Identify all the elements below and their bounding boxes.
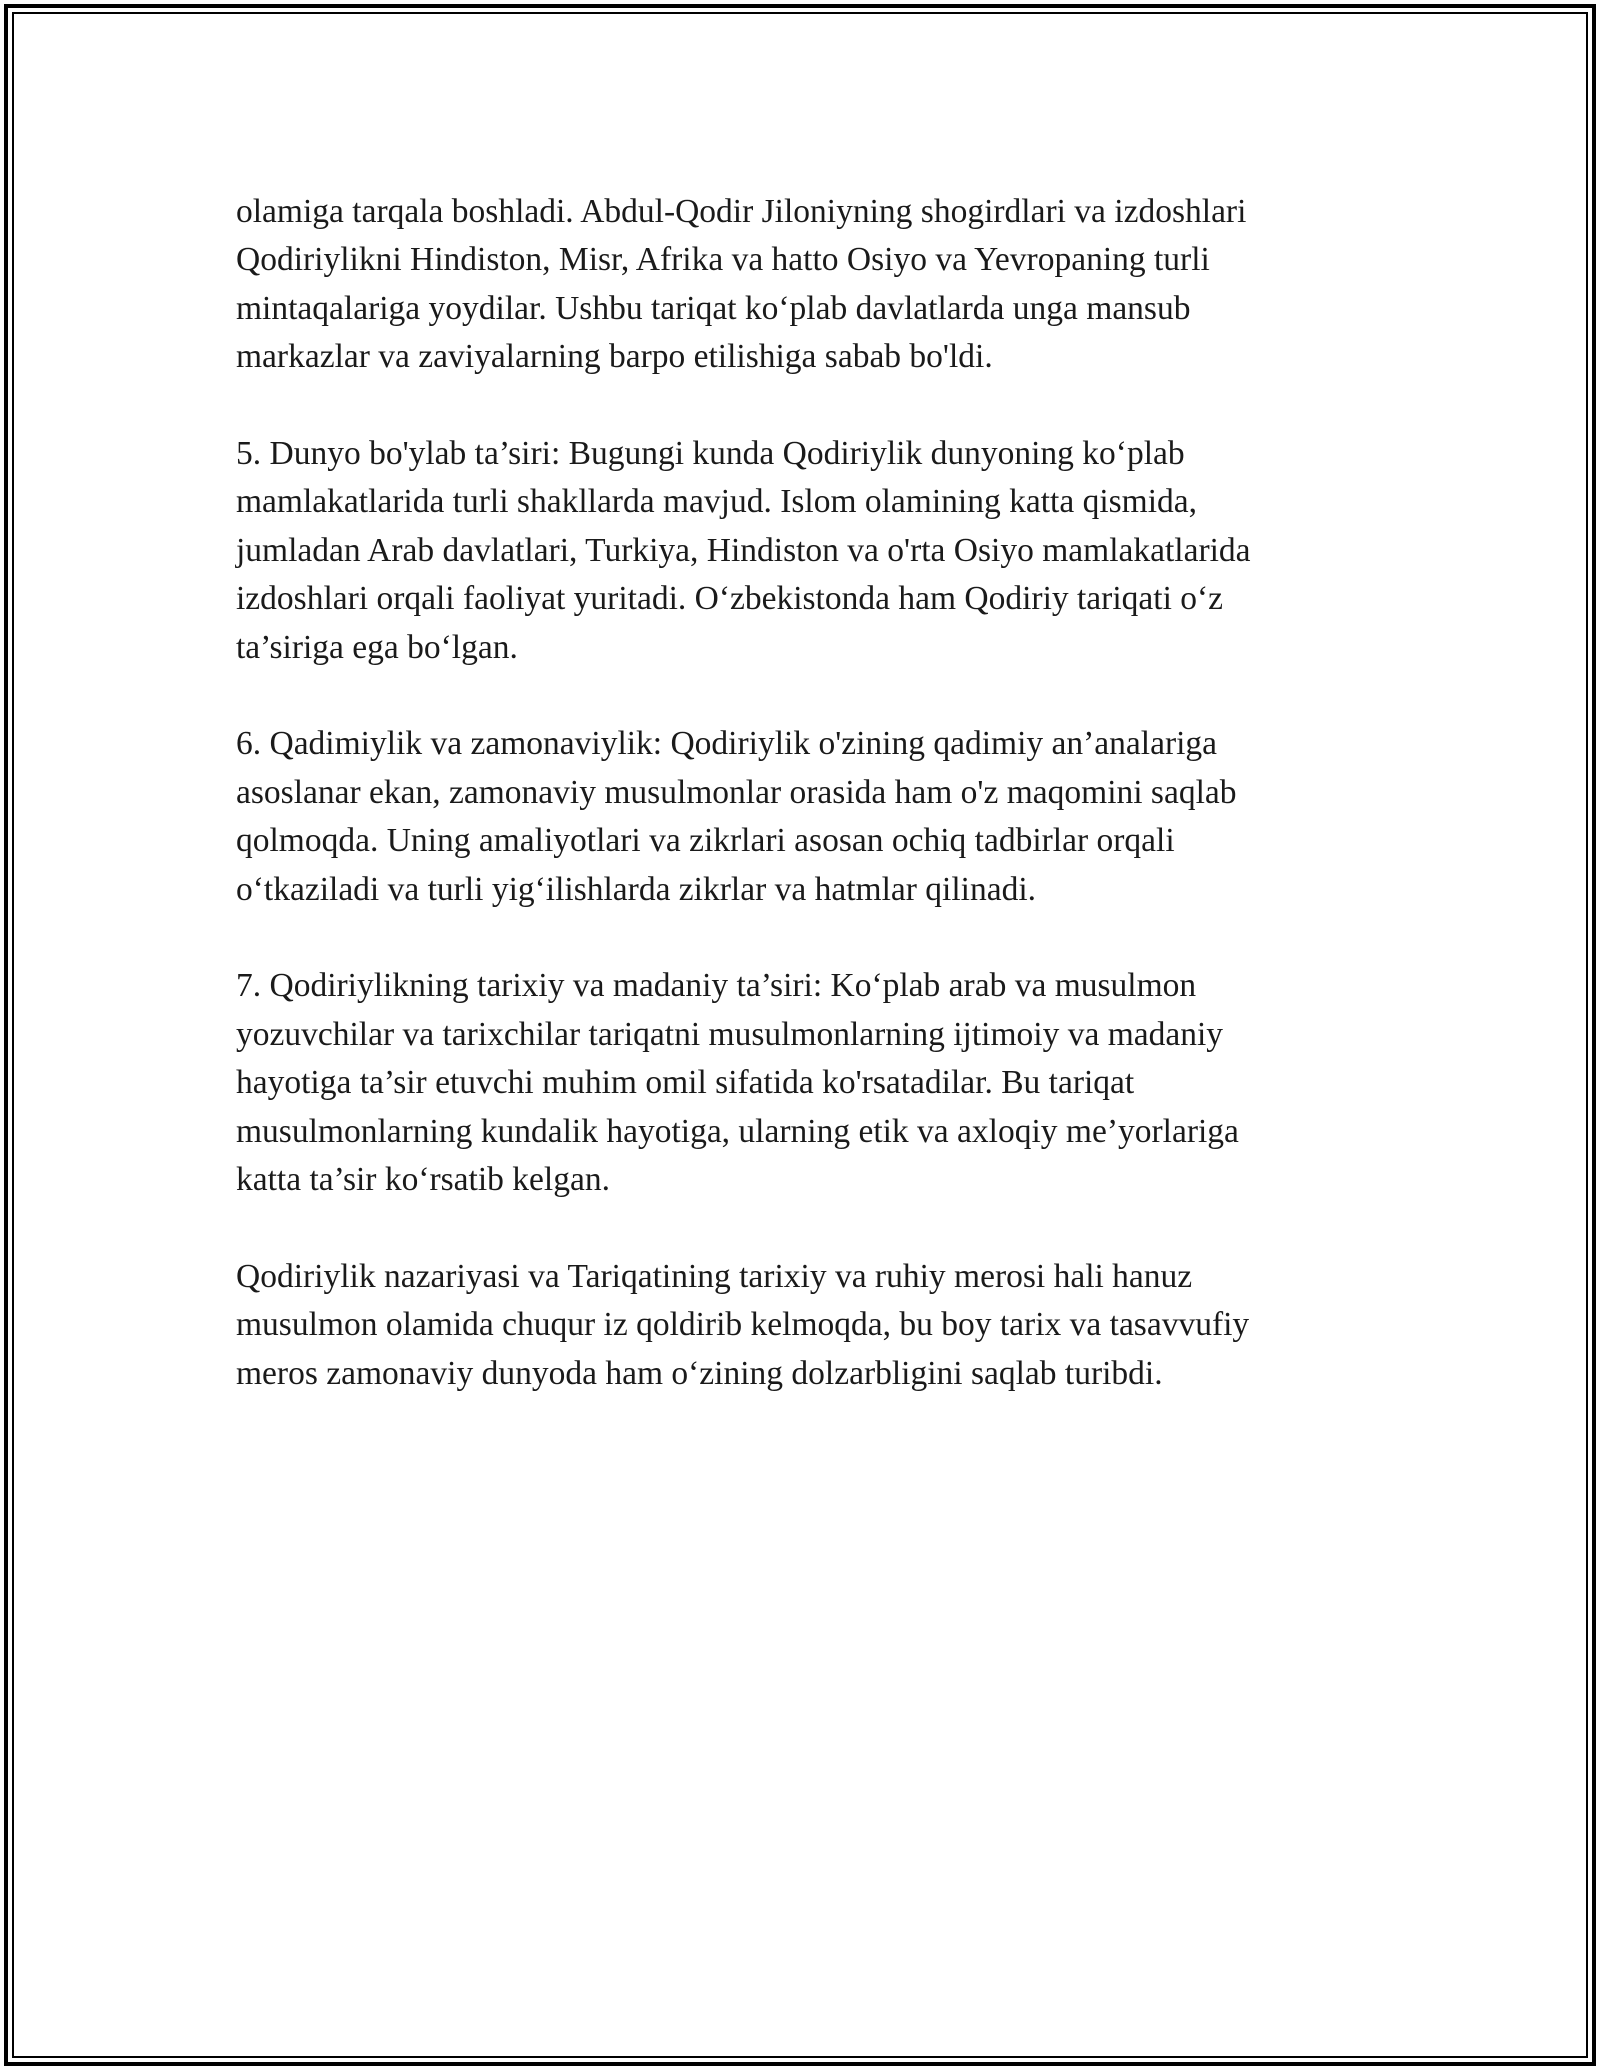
text-line: mintaqalariga yoydilar. Ushbu tariqat koʻplab davlatlarda unga mansub: [236, 289, 1191, 327]
text-line: ta’siriga ega boʻlgan.: [236, 628, 518, 666]
text-line: oʻtkaziladi va turli yigʻilishlarda zikrlar va hatmlar qilinadi.: [236, 870, 1037, 908]
text-line: Qodiriylikni Hindiston, Misr, Afrika va hatto Osiyo va Yevropaning turli: [236, 241, 1210, 279]
text-line: markazlar va zaviyalarning barpo etilishiga sabab bo'ldi.: [236, 338, 993, 376]
paragraph-item-6: [236, 720, 1376, 914]
text-line: jumladan Arab davlatlari, Turkiya, Hindiston va o'rta Osiyo mamlakatlarida: [236, 531, 1251, 569]
paragraph-item-5: [236, 430, 1376, 672]
text-line: katta ta’sir koʻrsatib kelgan.: [236, 1161, 610, 1199]
paragraph-conclusion: [236, 1253, 1376, 1398]
paragraph-continuation: [236, 188, 1376, 382]
text-line: yozuvchilar va tarixchilar tariqatni musulmonlarning ijtimoiy va madaniy: [236, 1015, 1224, 1053]
text-line: qolmoqda. Uning amaliyotlari va zikrlari asosan ochiq tadbirlar orqali: [236, 822, 1175, 860]
text-line: asoslanar ekan, zamonaviy musulmonlar orasida ham o'z maqomini saqlab: [236, 773, 1237, 811]
text-line: musulmonlarning kundalik hayotiga, ularning etik va axloqiy me’yorlariga: [236, 1112, 1239, 1150]
text-line: 6. Qadimiylik va zamonaviylik: Qodiriylik o'zining qadimiy an’analariga: [236, 725, 1218, 763]
text-line: meros zamonaviy dunyoda ham oʻzining dolzarbligini saqlab turibdi.: [236, 1354, 1163, 1392]
paragraph-item-7: [236, 962, 1376, 1204]
document-body: [236, 188, 1376, 1446]
text-line: hayotiga ta’sir etuvchi muhim omil sifatida ko'rsatadilar. Bu tariqat: [236, 1064, 1135, 1102]
text-line: Qodiriylik nazariyasi va Tariqatining tarixiy va ruhiy merosi hali hanuz: [236, 1257, 1193, 1295]
text-line: 7. Qodiriylikning tarixiy va madaniy ta’siri: Koʻplab arab va musulmon: [236, 967, 1197, 1005]
text-line: 5. Dunyo bo'ylab ta’siri: Bugungi kunda Qodiriylik dunyoning koʻplab: [236, 435, 1185, 473]
text-line: musulmon olamida chuqur iz qoldirib kelmoqda, bu boy tarix va tasavvufiy: [236, 1306, 1250, 1344]
text-line: olamiga tarqala boshladi. Abdul-Qodir Jiloniyning shogirdlari va izdoshlari: [236, 193, 1247, 230]
text-line: izdoshlari orqali faoliyat yuritadi. Oʻzbekistonda ham Qodiriy tariqati oʻz: [236, 580, 1224, 618]
text-line: mamlakatlarida turli shakllarda mavjud. Islom olamining katta qismida,: [236, 483, 1198, 521]
